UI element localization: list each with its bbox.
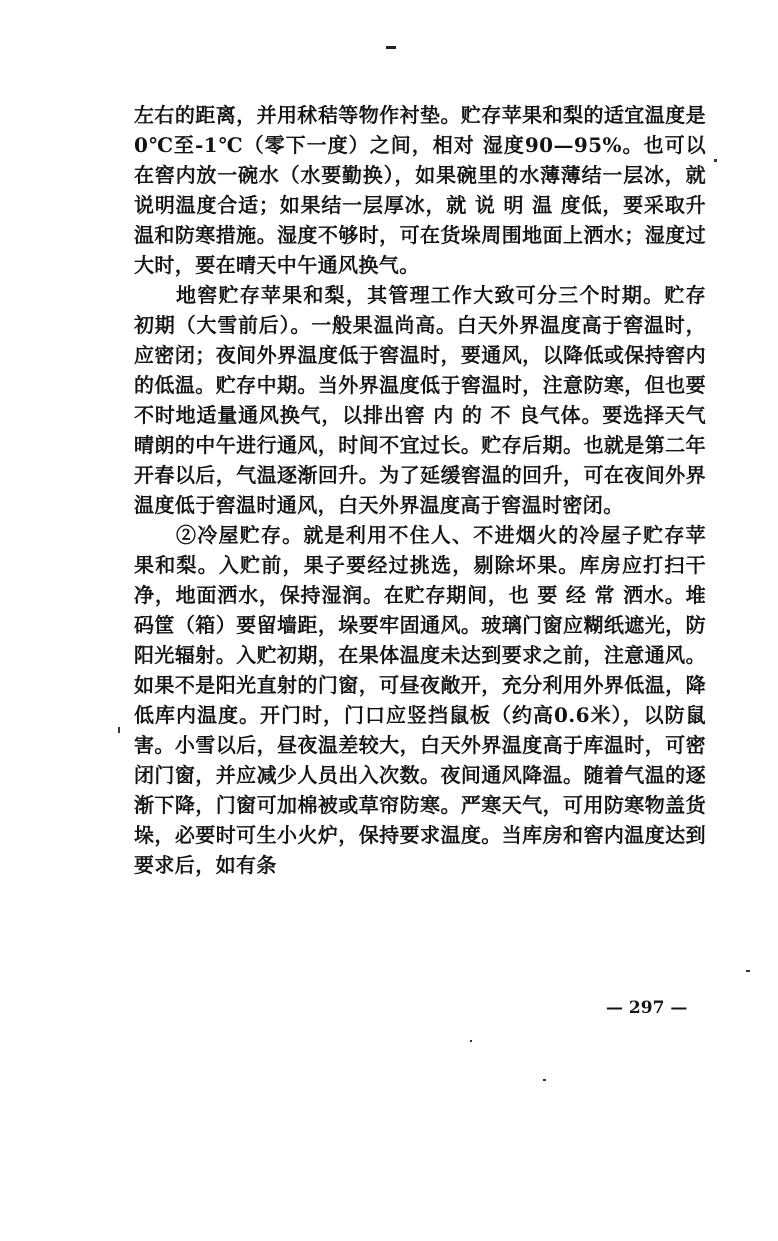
scan-speck — [746, 970, 750, 972]
scan-speck — [470, 1040, 472, 1042]
paragraph-cold-room-storage: ②冷屋贮存。就是利用不住人、不进烟火的冷屋子贮存苹果和梨。入贮前，果子要经过挑选，剔除坏果。库房应打扫干净，地面洒水，保持湿润。在贮存期间，也 要 经 常 洒水。堆码筐（箱）要留墙距，垛要牢固通风。玻璃门窗应糊纸遮光，防阳光辐射。入贮初期，在果体温度未达到要求之前，注意通风。如果不是阳光直射的门窗，可昼夜敞开，充分利用外界低温，降低库内温度。开门时，门口应竖挡鼠板（约高0.6米），以防鼠害。小雪以后，昼夜温差较大，白天外界温度高于库温时，可密闭门窗，并应减少人员出入次数。夜间通风降温。随着气温的逐渐下降，门窗可加棉被或草帘防寒。严寒天气，可用防寒物盖货垛，必要时可生小火炉，保持要求温度。当库房和窖内温度达到要求后，如有条 — [134, 523, 706, 877]
top-dash-mark — [386, 46, 396, 49]
paragraph-storage-conditions: 左右的距离，并用秫秸等物作衬垫。贮存苹果和梨的适宜温度是0℃至-1℃（零下一度）之间，相对 湿度90—95%。也可以在窖内放一碗水（水要勤换），如果碗里的水薄薄结一层冰，就说明温度合适；如果结一层厚冰，就 说 明 温 度低，要采取升温和防寒措施。湿度不够时，可在货垛周围地面上洒水；湿度过大时，要在晴天中午通风换气。 — [134, 103, 706, 277]
scan-speck — [714, 159, 717, 162]
page-body — [134, 100, 706, 880]
paragraph-cellar-management: 地窖贮存苹果和梨，其管理工作大致可分三个时期。贮存初期（大雪前后）。一般果温尚高。白天外界温度高于窖温时，应密闭；夜间外界温度低于窖温时，要通风，以降低或保持窖内的低温。贮存中期。当外界温度低于窖温时，注意防寒，但也要不时地适量通风换气，以排出窖 内 的 不 良气体。要选择天气晴朗的中午进行通风，时间不宜过长。贮存后期。也就是第二年开春以后，气温逐渐回升。为了延缓窖温的回升，可在夜间外界温度低于窖温时通风，白天外界温度高于窖温时密闭。 — [134, 283, 706, 517]
page-number: — 297 — — [606, 998, 688, 1018]
scan-speck — [118, 727, 120, 733]
scan-speck — [543, 1079, 546, 1081]
